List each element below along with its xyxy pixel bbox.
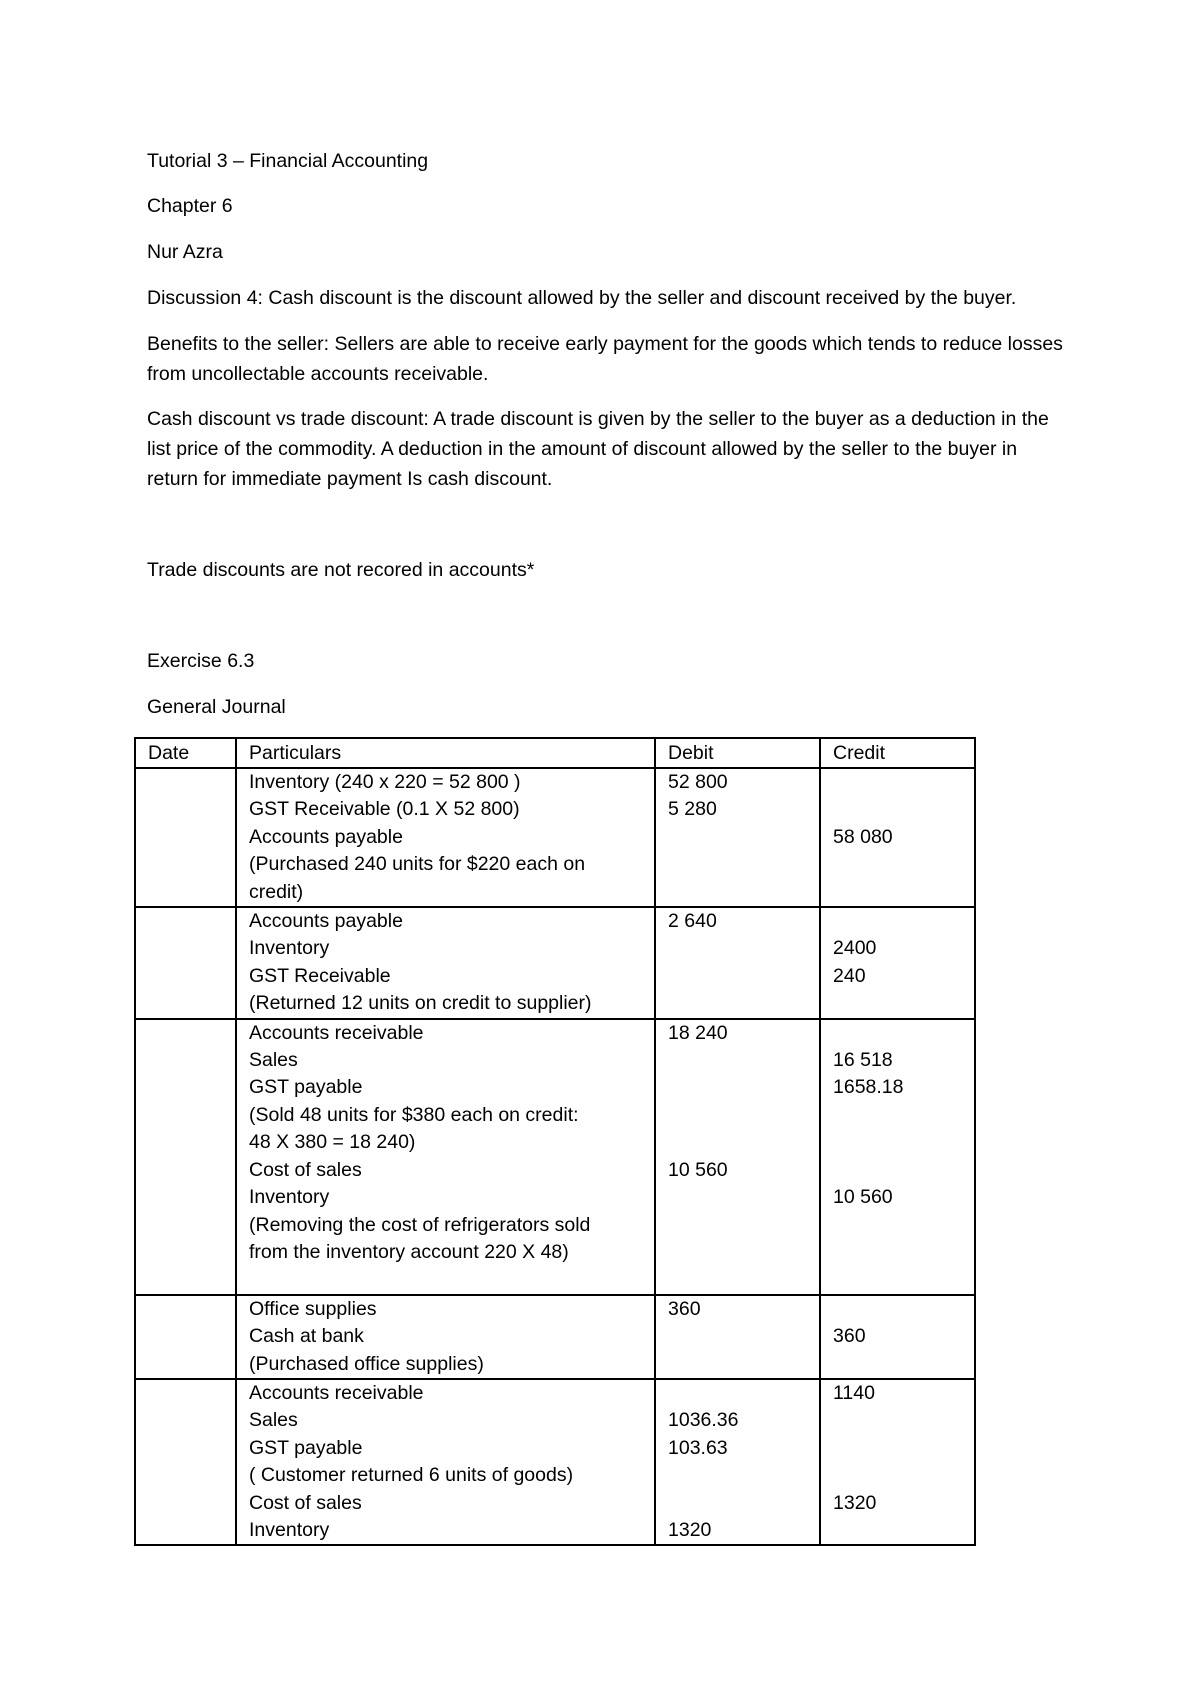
debit-amount: 18 240 (668, 1021, 728, 1044)
debit-amount (668, 990, 819, 1017)
particulars-line: 48 X 380 = 18 240) (249, 1131, 416, 1154)
debit-amount (668, 824, 819, 851)
particulars-line: Sales (249, 1409, 298, 1432)
entry-debit-cell (655, 1019, 820, 1295)
comparison-paragraph: Cash discount vs trade discount: A trade discount is given by the seller to the buyer as a deduction in the list price of the commodity. A deduction in the amount of discount allowed by the seller to the buyer in return for immediate payment Is cash discount. (147, 408, 1049, 490)
debit-amount: 2 640 (668, 910, 717, 933)
entry-date-cell (135, 1019, 236, 1295)
debit-amount (668, 1074, 819, 1101)
debit-amount: 360 (668, 1297, 701, 1320)
debit-amount: 1320 (668, 1518, 712, 1541)
header-date: Date (135, 738, 236, 768)
debit-amount (668, 1323, 819, 1350)
general-journal-table (134, 737, 976, 1546)
credit-amount (833, 1296, 974, 1323)
debit-amount (668, 1490, 819, 1517)
credit-amount: 2400 (833, 937, 877, 960)
credit-amount: 1140 (833, 1381, 875, 1404)
particulars-line: credit) (249, 880, 304, 903)
journal-entry-row (135, 1379, 975, 1545)
discussion-paragraph: Discussion 4: Cash discount is the discount allowed by the seller and discount received by the buyer. (147, 287, 1017, 309)
particulars-line: Accounts payable (249, 825, 403, 848)
debit-amount (668, 1102, 819, 1129)
table-header-row (135, 738, 975, 768)
entry-date-cell (135, 768, 236, 907)
entry-particulars-cell (236, 1295, 655, 1379)
credit-amount: 1658.18 (833, 1076, 904, 1099)
credit-amount: 360 (833, 1325, 866, 1348)
particulars-line: Cost of sales (249, 1491, 362, 1514)
exercise-heading: Exercise 6.3 (147, 650, 255, 672)
particulars-line: Inventory (249, 937, 330, 960)
credit-amount: 240 (833, 964, 866, 987)
journal-entry-row (135, 907, 975, 1019)
debit-amount: 52 800 (668, 771, 728, 793)
debit-amount (668, 1266, 819, 1293)
particulars-line: (Removing the cost of refrigerators sold (249, 1213, 591, 1236)
particulars-line: GST Receivable (0.1 X 52 800) (249, 798, 520, 821)
particulars-line: from the inventory account 220 X 48) (249, 1240, 569, 1263)
entry-credit-cell (820, 1019, 975, 1295)
entry-credit-cell (820, 1379, 975, 1545)
debit-amount (668, 935, 819, 962)
debit-amount (668, 1129, 819, 1156)
particulars-line: Accounts receivable (249, 1381, 424, 1404)
particulars-line: Cost of sales (249, 1158, 362, 1181)
particulars-line: GST payable (249, 1076, 363, 1099)
credit-amount (833, 1129, 974, 1156)
credit-amount (833, 1239, 974, 1266)
particulars-line: Cash at bank (249, 1325, 364, 1348)
debit-amount: 103.63 (668, 1436, 728, 1459)
credit-amount (833, 851, 974, 878)
entry-debit-cell (655, 907, 820, 1019)
entry-debit-cell (655, 1295, 820, 1379)
journal-entries (135, 768, 975, 1545)
particulars-line: Office supplies (249, 1297, 377, 1320)
debit-amount: 1036.36 (668, 1409, 739, 1432)
particulars-line: Accounts payable (249, 910, 403, 933)
particulars-line: ( Customer returned 6 units of goods) (249, 1464, 574, 1487)
credit-amount (833, 1435, 974, 1462)
entry-debit-cell (655, 768, 820, 907)
entry-debit-cell (655, 1379, 820, 1545)
particulars-line: Accounts receivable (249, 1021, 424, 1044)
debit-amount (668, 1351, 819, 1378)
entry-date-cell (135, 1379, 236, 1545)
credit-amount: 10 560 (833, 1186, 893, 1209)
credit-amount (833, 990, 974, 1017)
debit-amount: 10 560 (668, 1158, 728, 1181)
particulars-line: (Purchased 240 units for $220 each on (249, 853, 586, 876)
header-debit: Debit (655, 738, 820, 768)
particulars-line: (Sold 48 units for $380 each on credit: (249, 1103, 579, 1126)
header-particulars: Particulars (236, 738, 655, 768)
credit-amount: 1320 (833, 1491, 877, 1514)
debit-amount (668, 1462, 819, 1489)
credit-amount (833, 1102, 974, 1129)
particulars-line: (Returned 12 units on credit to supplier) (249, 992, 592, 1015)
author-name: Nur Azra (147, 241, 223, 263)
credit-amount: 16 518 (833, 1049, 893, 1072)
debit-amount (668, 963, 819, 990)
debit-amount (668, 879, 819, 906)
credit-amount (833, 1517, 974, 1544)
particulars-line: GST payable (249, 1436, 363, 1459)
debit-amount: 5 280 (668, 798, 717, 821)
document-title: Tutorial 3 – Financial Accounting (147, 150, 429, 172)
entry-credit-cell (820, 768, 975, 907)
credit-amount (833, 1157, 974, 1184)
entry-date-cell (135, 1295, 236, 1379)
particulars-line: Inventory (249, 1518, 330, 1541)
debit-amount (668, 1239, 819, 1266)
particulars-line: Inventory (249, 1186, 330, 1209)
debit-amount (668, 1184, 819, 1211)
entry-particulars-cell (236, 1019, 655, 1295)
debit-amount (668, 1047, 819, 1074)
entry-particulars-cell (236, 1379, 655, 1545)
journal-title: General Journal (147, 696, 286, 718)
entry-particulars-cell (236, 768, 655, 907)
trade-discount-note: Trade discounts are not recored in accounts* (147, 559, 535, 581)
entry-credit-cell (820, 907, 975, 1019)
particulars-line: Sales (249, 1049, 298, 1072)
journal-entry-row (135, 768, 975, 907)
particulars-line (249, 1266, 654, 1293)
entry-date-cell (135, 907, 236, 1019)
entry-particulars-cell (236, 907, 655, 1019)
benefits-paragraph: Benefits to the seller: Sellers are able to receive early payment for the goods which tends to reduce losses from uncollectable accounts receivable. (147, 333, 1063, 385)
credit-amount (833, 769, 974, 796)
chapter-label: Chapter 6 (147, 195, 233, 217)
particulars-line: GST Receivable (249, 964, 391, 987)
credit-amount (833, 796, 974, 823)
journal-entry-row (135, 1019, 975, 1295)
journal-entry-row (135, 1295, 975, 1379)
credit-amount (833, 1407, 974, 1434)
header-credit: Credit (820, 738, 975, 768)
credit-amount (833, 1351, 974, 1378)
credit-amount (833, 1020, 974, 1047)
credit-amount (833, 1266, 974, 1293)
credit-amount: 58 080 (833, 825, 893, 848)
particulars-line: (Purchased office supplies) (249, 1352, 484, 1375)
debit-amount (668, 1212, 819, 1239)
entry-credit-cell (820, 1295, 975, 1379)
credit-amount (833, 908, 974, 935)
credit-amount (833, 1212, 974, 1239)
credit-amount (833, 1462, 974, 1489)
debit-amount (668, 1380, 819, 1407)
credit-amount (833, 879, 974, 906)
debit-amount (668, 851, 819, 878)
particulars-line: Inventory (240 x 220 = 52 800 ) (249, 771, 521, 793)
